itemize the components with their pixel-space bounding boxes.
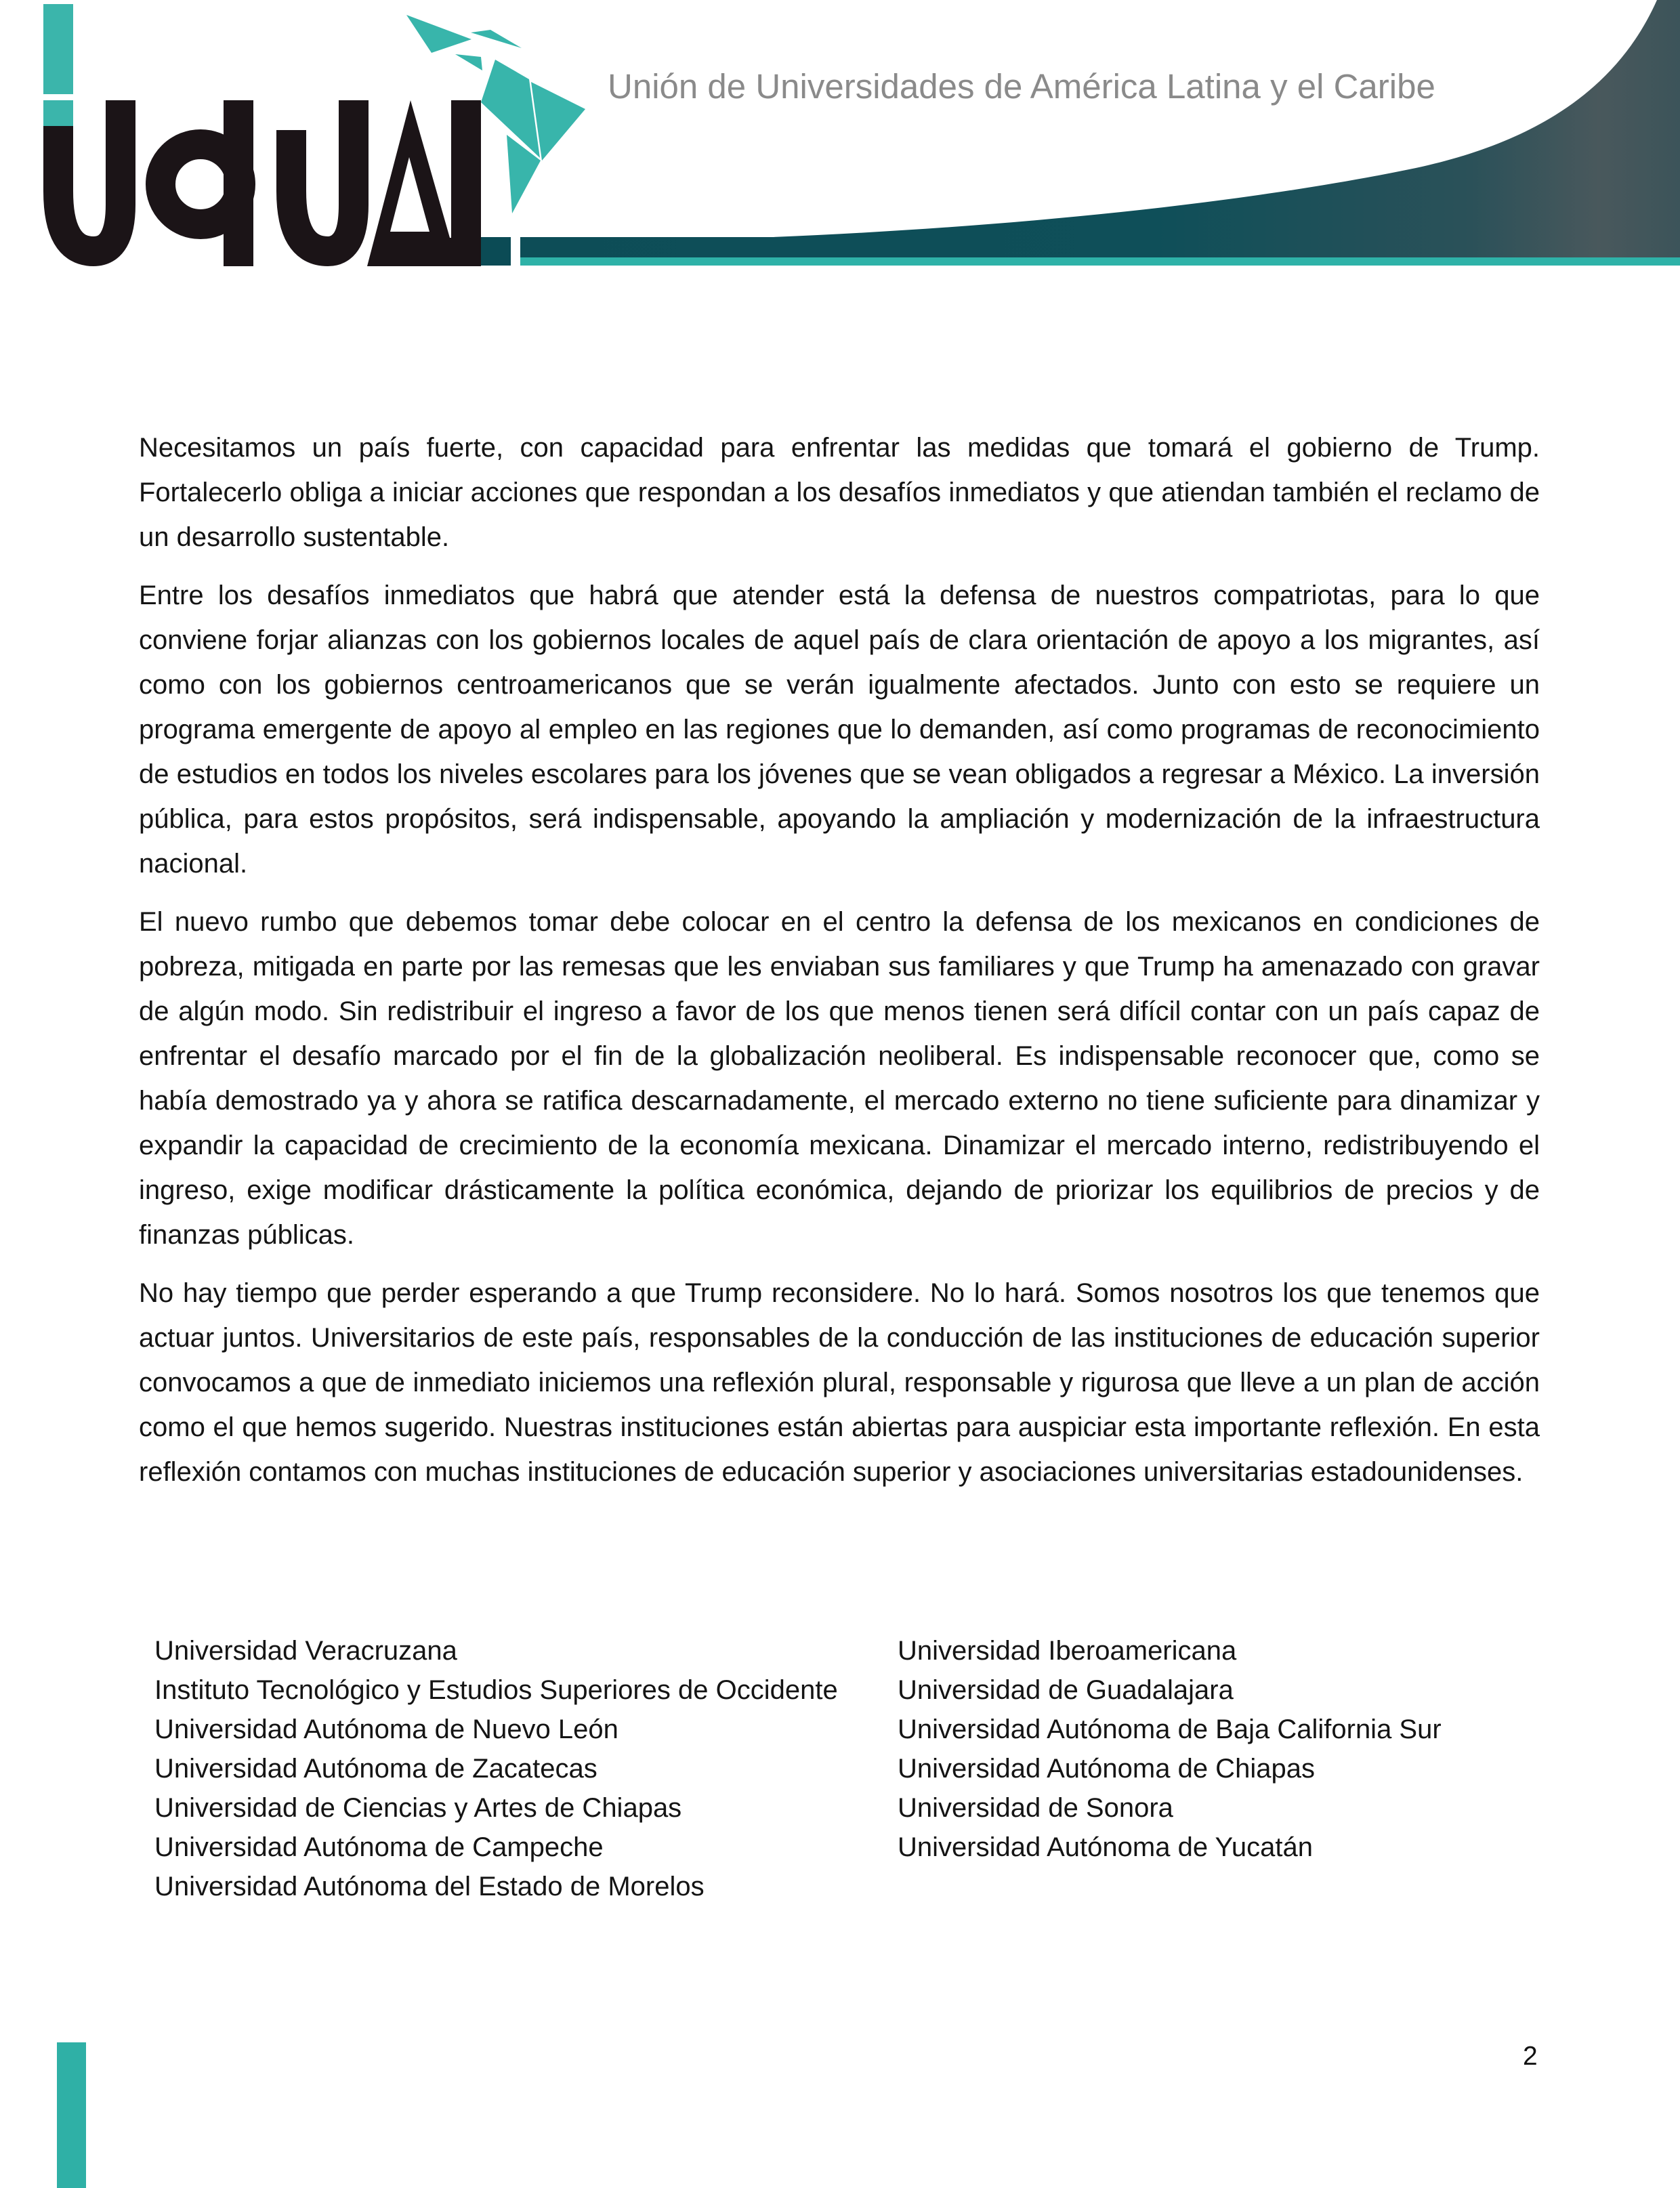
latam-facet bbox=[406, 15, 471, 53]
logo-dark-square bbox=[481, 237, 511, 266]
signatory-item: Universidad Autónoma de Baja California Sur bbox=[898, 1714, 1442, 1744]
logo-letter-u2 bbox=[291, 100, 354, 251]
paragraph-1: Necesitamos un país fuerte, con capacidad para enfrentar las medidas que tomará el gobierno de Trump. Fortalecerlo obliga a iniciar acciones que respondan a los desafíos inmediatos y que atiendan también el reclamo de un desarrollo sustentable. bbox=[139, 433, 1540, 552]
signatory-item: Universidad Autónoma de Nuevo León bbox=[154, 1714, 618, 1744]
header-swoosh bbox=[520, 0, 1680, 257]
signatory-item: Universidad Autónoma de Yucatán bbox=[898, 1832, 1314, 1862]
logo-teal-bar bbox=[43, 4, 73, 94]
signatories-left-column bbox=[154, 1631, 838, 1906]
latam-facet bbox=[531, 82, 585, 161]
logo-teal-bar-segment bbox=[43, 100, 73, 126]
signatory-item: Universidad Veracruzana bbox=[154, 1636, 457, 1666]
signatory-item: Universidad Autónoma de Zacatecas bbox=[154, 1754, 597, 1784]
logo-letter-l bbox=[451, 100, 481, 266]
signatory-item: Universidad Autónoma del Estado de Morelos bbox=[154, 1872, 705, 1901]
paragraph-3: El nuevo rumbo que debemos tomar debe colocar en el centro la defensa de los mexicanos en condiciones de pobreza, mitigada en parte por las remesas que les enviaban sus familiares y que Trump ha amenazado con gravar de algún modo. Sin redistribuir el ingreso a favor de los que menos tienen será difícil contar con un país capaz de enfrentar el desafío marcado por el fin de la globalización neoliberal. Es indispensable reconocer que, como se había demostrado ya y ahora se ratifica descarnadamente, el mercado externo no tiene suficiente para dinamizar y expandir la capacidad de crecimiento de la economía mexicana. Dinamizar el mercado interno, redistribuyendo el ingreso, exige modificar drásticamente la política económica, dejando de priorizar los equilibrios de precios y de finanzas públicas. bbox=[139, 907, 1540, 1250]
signatory-item: Universidad Autónoma de Chiapas bbox=[898, 1754, 1315, 1784]
document-body bbox=[139, 425, 1540, 1508]
signatory-item: Universidad de Guadalajara bbox=[898, 1675, 1234, 1705]
paragraph-2: Entre los desafíos inmediatos que habrá que atender está la defensa de nuestros compatriotas, para lo que conviene forjar alianzas con los gobiernos locales de aquel país de clara orientación de apoyo a los migrantes, así como con los gobiernos centroamericanos que se verán igualmente afectados. Junto con esto se requiere un programa emergente de apoyo al empleo en las regiones que lo demanden, así como programas de reconocimiento de estudios en todos los niveles escolares para los jóvenes que se vean obligados a regresar a México. La inversión pública, para estos propósitos, será indispensable, apoyando la ampliación y modernización de la infraestructura nacional. bbox=[139, 581, 1540, 879]
signatory-item: Instituto Tecnológico y Estudios Superiores de Occidente bbox=[154, 1675, 838, 1705]
latam-facet bbox=[471, 30, 522, 48]
signatories-right-column bbox=[898, 1631, 1442, 1867]
page-number: 2 bbox=[1523, 2042, 1538, 2071]
signatory-item: Universidad de Sonora bbox=[898, 1793, 1173, 1823]
signatory-item: Universidad de Ciencias y Artes de Chiapas bbox=[154, 1793, 682, 1823]
header-teal-strip bbox=[520, 257, 1680, 266]
header bbox=[0, 0, 1680, 285]
signatory-item: Universidad Iberoamericana bbox=[898, 1636, 1237, 1666]
latam-facet bbox=[455, 54, 482, 70]
footer-accent-bar bbox=[57, 2042, 86, 2188]
header-tagline: Unión de Universidades de América Latina y el Caribe bbox=[608, 67, 1435, 106]
signatory-item: Universidad Autónoma de Campeche bbox=[154, 1832, 604, 1862]
paragraph-4: No hay tiempo que perder esperando a que Trump reconsidere. No lo hará. Somos nosotros los que tenemos que actuar juntos. Universitarios de este país, responsables de la conducción de las instituciones de educación superior convocamos a que de inmediato iniciemos una reflexión plural, responsable y rigurosa que lleve a un plan de acción como el que hemos sugerido. Nuestras instituciones están abiertas para auspiciar esta importante reflexión. En esta reflexión contamos con muchas instituciones de educación superior y asociaciones universitarias estadounidenses. bbox=[139, 1278, 1540, 1487]
